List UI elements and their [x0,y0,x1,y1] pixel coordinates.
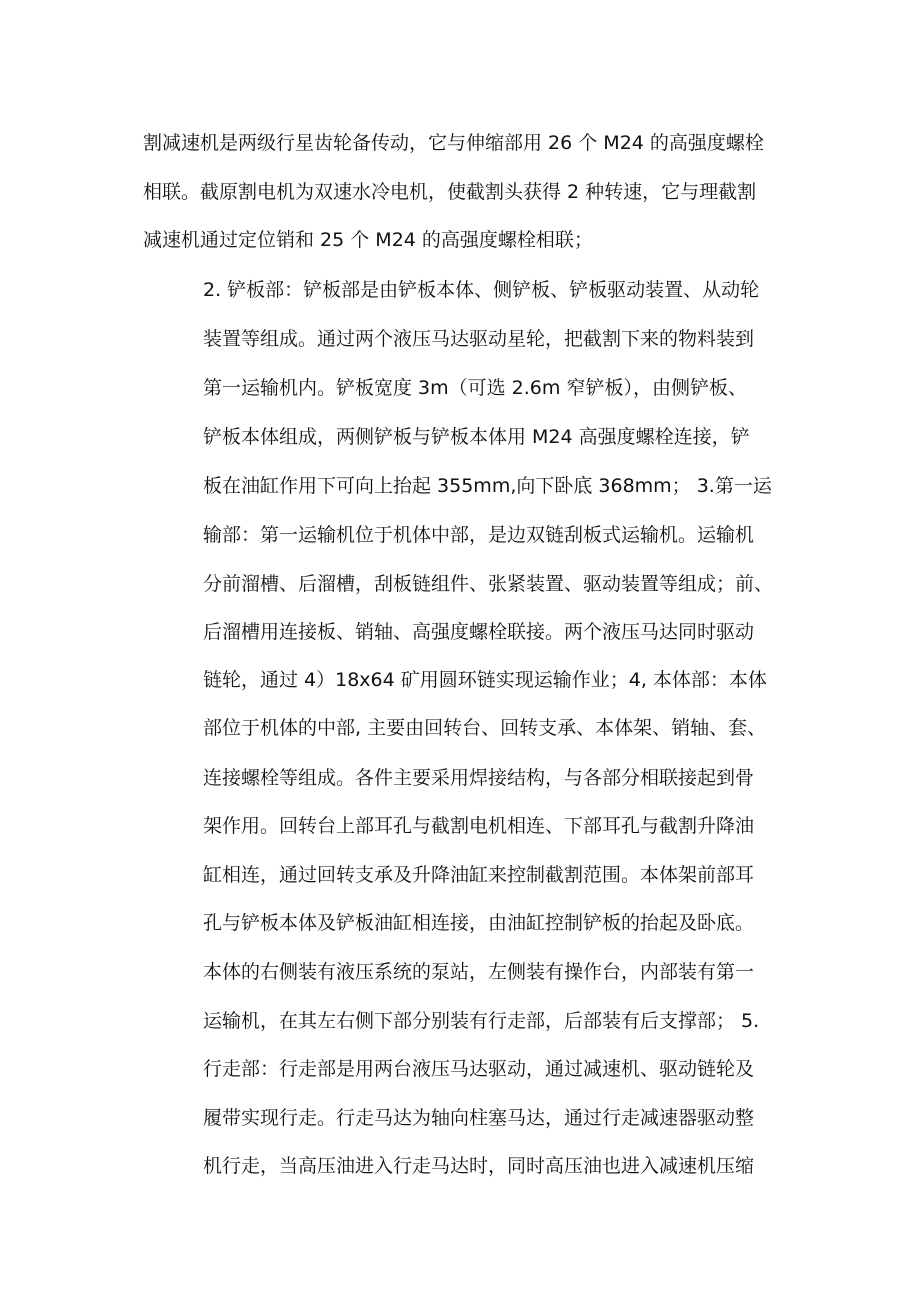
text-line: 割减速机是两级行星齿轮备传动，它与伸缩部用 26 个 M24 的高强度螺栓 [143,132,764,154]
text-line: 链轮，通过 4）18x64 矿用圆环链实现运输作业；4, 本体部：本体 [203,669,767,691]
text-line: 第一运输机内。铲板宽度 3m（可选 2.6m 窄铲板），由侧铲板、 [203,377,747,399]
text-line: 后溜槽用连接板、销轴、高强度螺栓联接。两个液压马达同时驱动 [203,621,755,643]
text-line: 履带实现行走。行走马达为轴向柱塞马达，通过行走减速器驱动整 [203,1107,755,1129]
text-line: 分前溜槽、后溜槽，刮板链组件、张紧装置、驱动装置等组成；前、 [203,573,774,595]
text-line: 运输机，在其左右侧下部分别装有行走部，后部装有后支撑部； 5. [203,1010,760,1032]
text-line: 孔与铲板本体及铲板油缸相连接，由油缸控制铲板的抬起及卧底。 [203,912,755,934]
text-line: 板在油缸作用下可向上抬起 355mm,向下卧底 368mm； 3.第一运 [203,475,772,497]
text-line: 2. 铲板部：铲板部是由铲板本体、侧铲板、铲板驱动装置、从动轮 [203,279,760,301]
text-line: 架作用。回转台上部耳孔与截割电机相连、下部耳孔与截割升降油 [203,815,755,837]
text-line: 部位于机体的中部, 主要由回转台、回转支承、本体架、销轴、套、 [203,717,767,739]
text-line: 减速机通过定位销和 25 个 M24 的高强度螺栓相联； [143,229,593,251]
text-line: 行走部：行走部是用两台液压马达驱动，通过减速机、驱动链轮及 [203,1058,755,1080]
text-line: 本体的右侧装有液压系统的泵站，左侧装有操作台，内部装有第一 [203,961,755,983]
text-line: 装置等组成。通过两个液压马达驱动星轮，把截割下来的物料装到 [203,328,755,350]
text-line: 连接螺栓等组成。各件主要采用焊接结构，与各部分相联接起到骨 [203,767,755,789]
text-line: 机行走，当高压油进入行走马达时，同时高压油也进入减速机压缩 [203,1155,755,1177]
text-line: 输部：第一运输机位于机体中部，是边双链刮板式运输机。运输机 [203,524,755,546]
text-line: 相联。截原割电机为双速水冷电机，使截割头获得 2 种转速，它与理截割 [143,181,757,203]
text-line: 铲板本体组成，两侧铲板与铲板本体用 M24 高强度螺栓连接，铲 [203,426,750,448]
text-line: 缸相连，通过回转支承及升降油缸来控制截割范围。本体架前部耳 [203,864,755,886]
